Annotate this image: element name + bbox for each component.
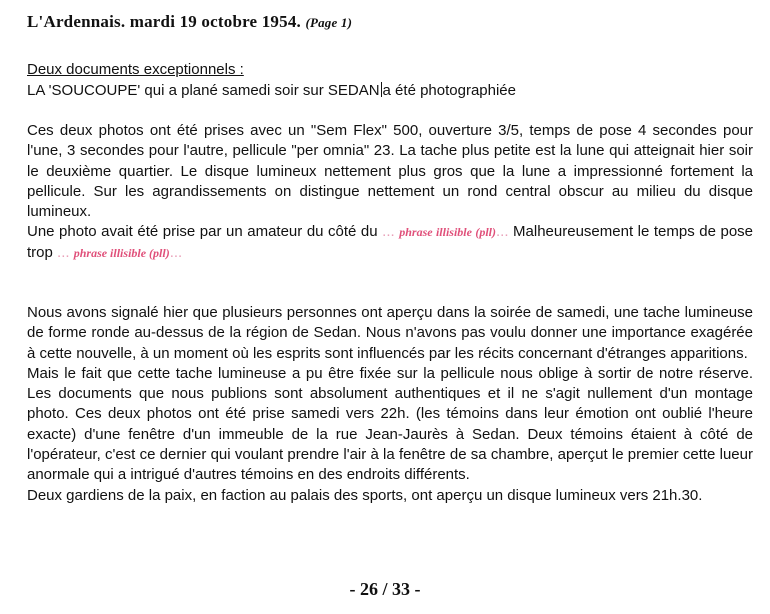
article-subheading (27, 82, 516, 99)
ellipsis-mark: ... (169, 243, 183, 261)
source-header (27, 12, 352, 32)
paragraph-photo-details: Ces deux photos ont été prises avec un "Sem Flex" 500, ouverture 3/5, temps de pose 4 secondes pour l'une, 3 secondes pour l'autre, pellicule "per omnia" 23. La tache plus petite est la lune qui atteignait hier soir le deuxième quartier. Le disque lumineux nettement plus gros que la lune a impressionné fortement la pellicule. Sur les agrandissements on distingue nettement un rond central obscur au milieu du disque lumineux. (27, 122, 753, 221)
ellipsis-mark: ... (382, 223, 395, 241)
paragraph-reported-sighting: Nous avons signalé hier que plusieurs personnes ont aperçu dans la soirée de samedi, une tache lumineuse de forme ronde au-dessus de la région de Sedan. Nous n'avons pas voulu donner une importance exagérée à cette nouvelle, à un moment où les esprits sont influencés par les récits concernant d'étranges apparitions. (27, 304, 753, 362)
article-body-continued (27, 303, 753, 506)
page-reference: (Page 1) (305, 15, 353, 30)
ellipsis-mark: ... (57, 243, 70, 261)
subheading-text-end: a été photographiée (382, 82, 516, 99)
text-cursor-mark (381, 82, 382, 97)
paragraph-text: Malheureusement le temps de pose trop (27, 223, 754, 261)
publication-date: mardi 19 octobre 1954. (129, 12, 301, 31)
newspaper-name: L'Ardennais. (27, 12, 126, 31)
article-heading: Deux documents exceptionnels : (27, 61, 244, 78)
page-number: - 26 / 33 - (349, 579, 421, 599)
paragraph-police-witnesses: Deux gardiens de la paix, en faction au palais des sports, ont aperçu un disque lumineux vers 21h.30. (27, 486, 703, 504)
paragraph-authentic-documents: Mais le fait que cette tache lumineuse a pu être fixée sur la pellicule nous oblige à sortir de notre réserve. Les documents que nous publions sont absolument authentiques et il ne s'agit nullement d'un montage photo. Ces deux photos ont été prise samedi vers 22h. (les témoins dans leur émotion ont oublié l'heure exacte) d'une fenêtre d'un immeuble de la rue Jean-Jaurès à Sedan. Deux témoins étaient à côté de l'opérateur, c'est ce dernier qui voulant prendre l'air à la fenêtre de sa chambre, aperçut le premier cette lueur anormale qui a intrigué d'autres témoins en des endroits différents. (27, 364, 753, 484)
illegible-phrase-note: phrase illisible (pll) (73, 245, 170, 260)
illegible-phrase-note: phrase illisible (pll) (399, 225, 496, 240)
subheading-text-start: LA 'SOUCOUPE' qui a plané samedi soir sur SEDAN (27, 82, 380, 99)
article-body (27, 121, 753, 263)
ellipsis-mark: ... (495, 223, 509, 241)
paragraph-amateur-photo (27, 222, 753, 263)
paragraph-text: Une photo avait été prise par un amateur du côté du (27, 223, 378, 241)
